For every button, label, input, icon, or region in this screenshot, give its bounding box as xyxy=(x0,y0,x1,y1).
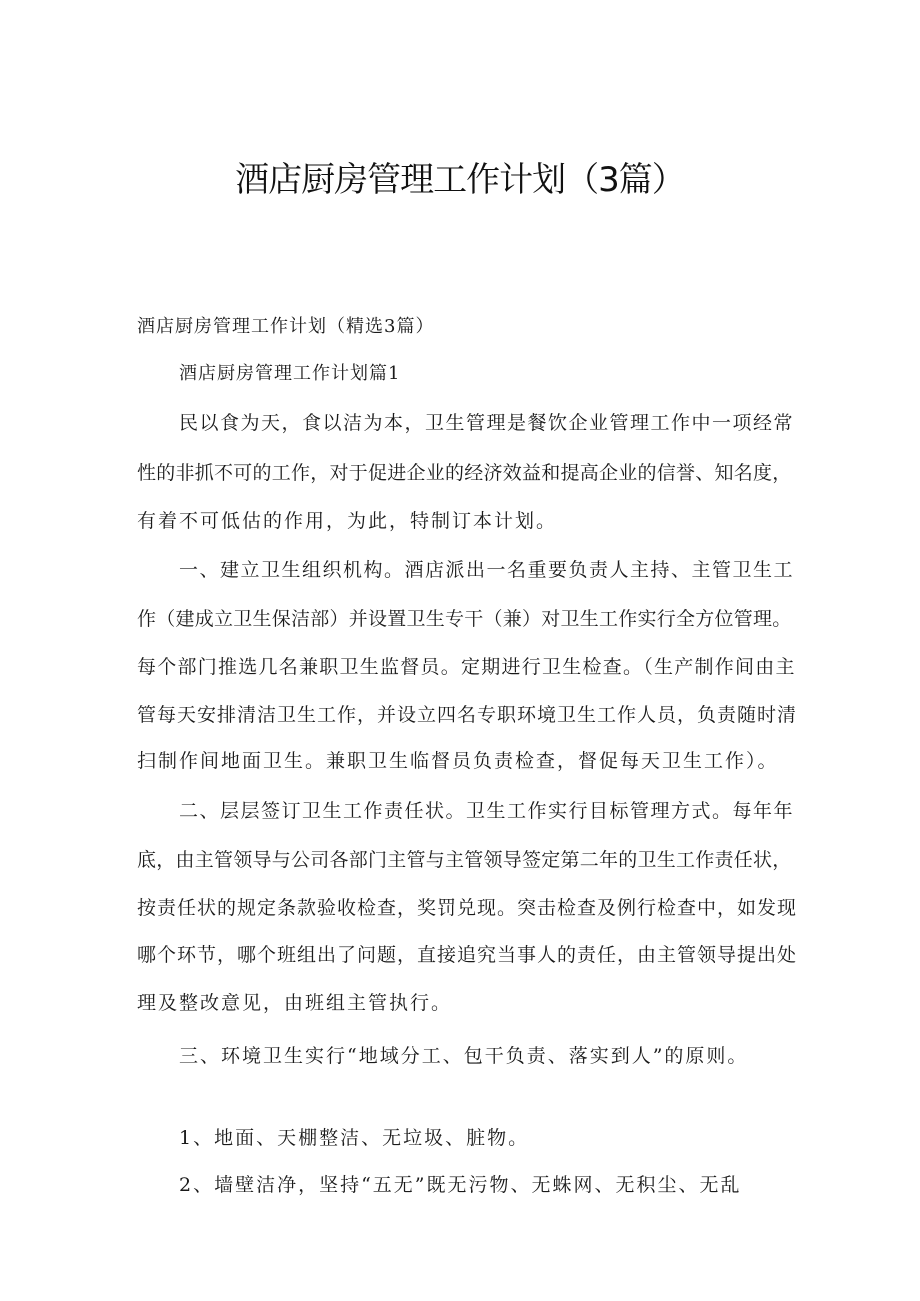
paragraph-line: 作（建成立卫生保洁部）并设置卫生专干（兼）对卫生工作实行全方位管理。 xyxy=(137,608,792,630)
paragraph-line: 按责任状的规定条款验收检查，奖罚兑现。突击检查及例行检查中，如发现 xyxy=(137,897,798,919)
document-subtitle: 酒店厨房管理工作计划（精选3篇） xyxy=(137,316,435,337)
paragraph-line: 哪个环节，哪个班组出了问题，直接追究当事人的责任，由主管领导提出处 xyxy=(137,944,798,966)
paragraph-line: 每个部门推选几名兼职卫生监督员。定期进行卫生检查。（生产制作间由主 xyxy=(137,656,796,678)
paragraph-line: 二、层层签订卫生工作责任状。卫生工作实行目标管理方式。每年年 xyxy=(179,800,795,822)
paragraph-line: 扫制作间地面卫生。兼职卫生临督员负责检查，督促每天卫生工作）。 xyxy=(137,750,779,772)
paragraph-line: 民以食为天，食以洁为本，卫生管理是餐饮企业管理工作中一项经常 xyxy=(179,412,795,434)
article-heading: 酒店厨房管理工作计划篇1 xyxy=(179,363,401,384)
document-title: 酒店厨房管理工作计划（3篇） xyxy=(235,160,685,200)
list-item: 2、墙壁洁净，坚持“五无”既无污物、无蛛网、无积尘、无乱 xyxy=(179,1174,742,1196)
list-item: 1、地面、天棚整洁、无垃圾、脏物。 xyxy=(179,1127,530,1149)
paragraph-line: 一、建立卫生组织机构。酒店派出一名重要负责人主持、主管卫生工 xyxy=(179,559,795,581)
paragraph-line: 理及整改意见，由班组主管执行。 xyxy=(137,992,453,1014)
paragraph-line: 性的非抓不可的工作，对于促进企业的经济效益和提高企业的信誉、知名度， xyxy=(137,462,792,484)
paragraph-line: 管每天安排清洁卫生工作，并设立四名专职环境卫生工作人员，负责随时清 xyxy=(137,704,798,726)
paragraph-line: 三、环境卫生实行“地域分工、包干负责、落实到人”的原则。 xyxy=(179,1045,749,1067)
paragraph-line: 有着不可低估的作用，为此，特制订本计划。 xyxy=(137,510,558,532)
paragraph-line: 底，由主管领导与公司各部门主管与主管领导签定第二年的卫生工作责任状， xyxy=(137,849,792,871)
